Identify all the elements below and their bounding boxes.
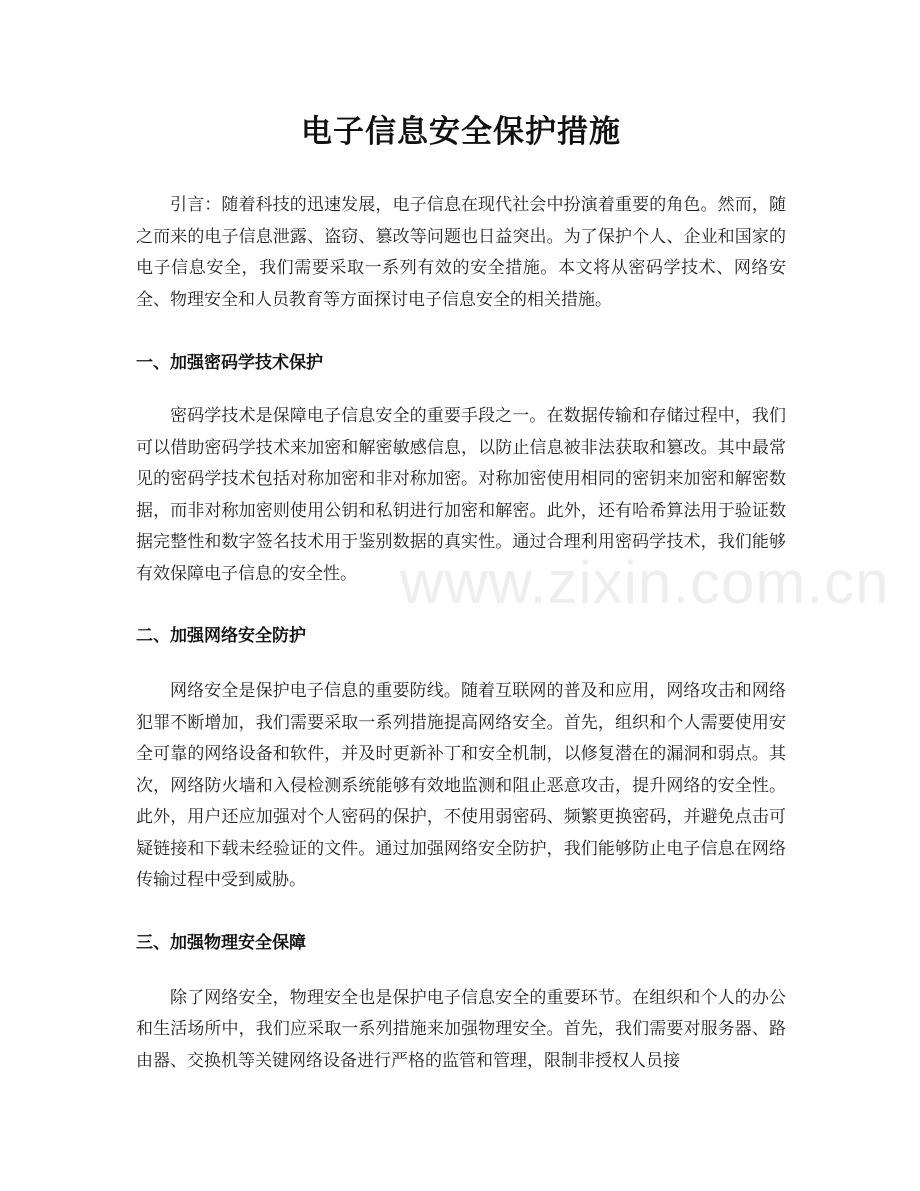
section-body-cryptography: 密码学技术是保障电子信息安全的重要手段之一。在数据传输和存储过程中，我们可以借助密码学技术来加密和解密敏感信息，以防止信息被非法获取和篡改。其中最常见的密码学技术包括对称加密和非对称加密。对称加密使用相同的密钥来加密和解密数据，而非对称加密则使用公钥和私钥进行加密和解密。此外，还有哈希算法用于验证数据完整性和数字签名技术用于鉴别数据的真实性。通过合理利用密码学技术，我们能够有效保障电子信息的安全性。: [136, 406, 786, 584]
document-page: [136, 0, 786, 1077]
section-heading-physical-security: 三、加强物理安全保障: [136, 932, 306, 953]
section-body-physical-security: 除了网络安全，物理安全也是保护电子信息安全的重要环节。在组织和个人的办公和生活场所中，我们应采取一系列措施来加强物理安全。首先，我们需要对服务器、路由器、交换机等关键网络设备进行严格的监管和管理，限制非授权人员接: [136, 987, 786, 1071]
section-body-network-security: 网络安全是保护电子信息的重要防线。随着互联网的普及和应用，网络攻击和网络犯罪不断增加，我们需要采取一系列措施提高网络安全。首先，组织和个人需要使用安全可靠的网络设备和软件，并及时更新补丁和安全机制，以修复潜在的漏洞和弱点。其次，网络防火墙和入侵检测系统能够有效地监测和阻止恶意攻击，提升网络的安全性。此外，用户还应加强对个人密码的保护，不使用弱密码、频繁更换密码，并避免点击可疑链接和下载未经验证的文件。通过加强网络安全防护，我们能够防止电子信息在网络传输过程中受到威胁。: [136, 681, 786, 890]
section-heading-cryptography: 一、加强密码学技术保护: [136, 353, 323, 373]
watermark: www.zixin.com.cn: [400, 549, 890, 616]
intro-paragraph: 引言：随着科技的迅速发展，电子信息在现代社会中扮演着重要的角色。然而，随之而来的电子信息泄露、盗窃、篡改等问题也日益突出。为了保护个人、企业和国家的电子信息安全，我们需要采取一系列有效的安全措施。本文将从密码学技术、网络安全、物理安全和人员教育等方面探讨电子信息安全的相关措施。: [136, 195, 786, 310]
section-heading-network-security: 二、加强网络安全防护: [136, 626, 306, 646]
page-title: 电子信息安全保护措施: [301, 114, 621, 150]
